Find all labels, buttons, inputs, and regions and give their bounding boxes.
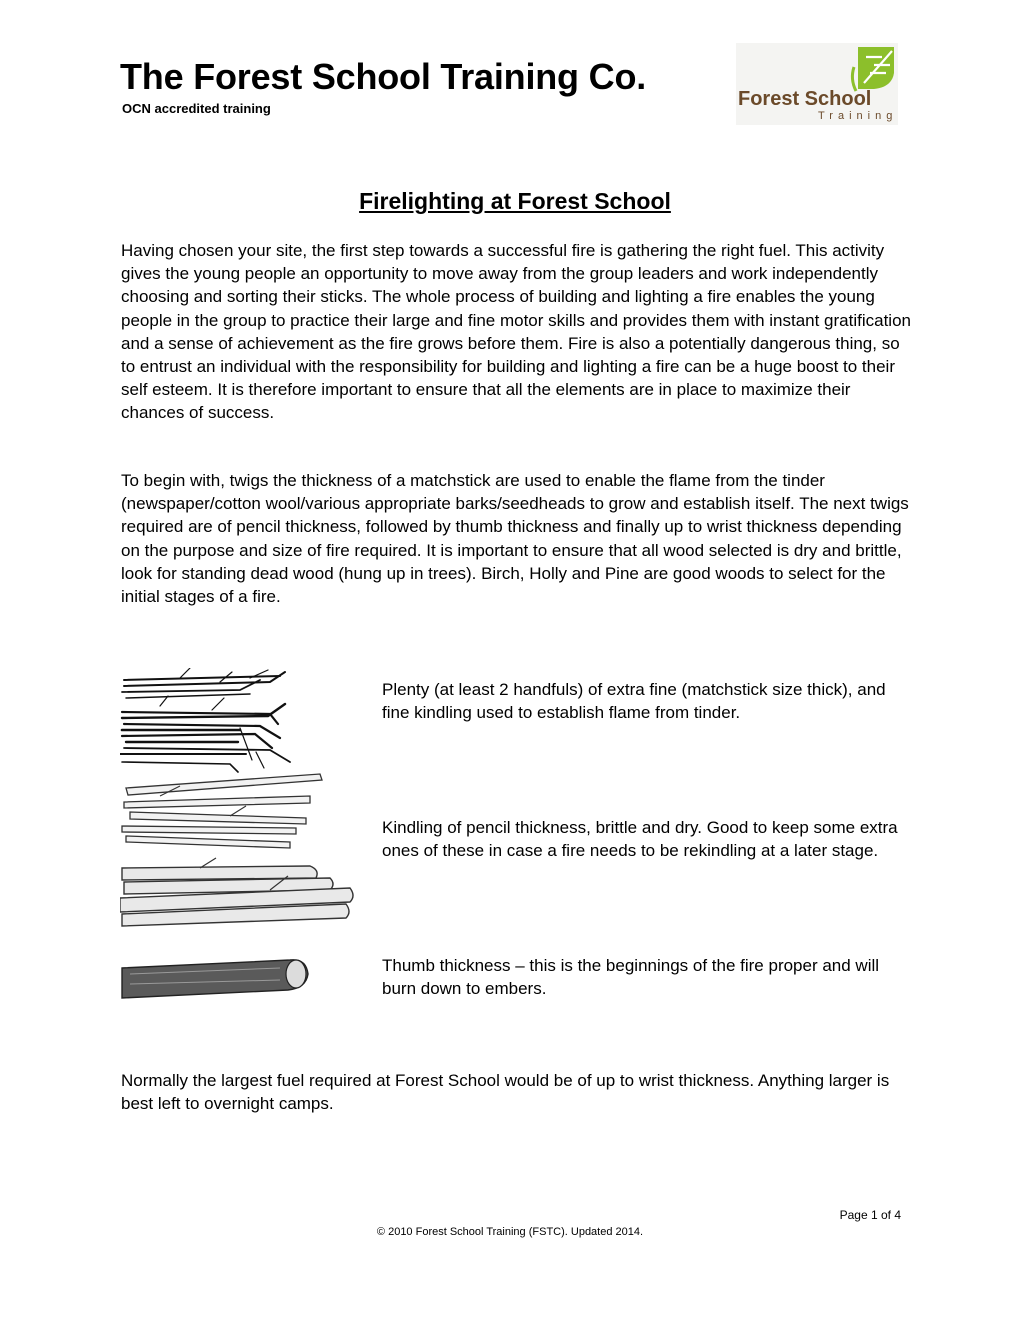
logo-tagline: Training [818,110,898,122]
matchstick-twigs-illustration [120,668,290,772]
logo-wordmark: Forest School [738,88,872,110]
page-number: Page 1 of 4 [839,1208,901,1222]
thick-log-illustration [122,960,308,998]
org-title: The Forest School Training Co. [120,56,647,97]
thumb-branches-illustration [120,858,353,926]
org-subtitle: OCN accredited training [122,101,271,116]
copyright-notice: © 2010 Forest School Training (FSTC). Updated 2014. [376,1226,644,1238]
closing-paragraph: Normally the largest fuel required at Forest School would be of up to wrist thickness. Anything larger is best left to overnight camps. [121,1071,890,1114]
forest-school-logo [736,43,898,125]
fuel-description-thumb: Thumb thickness – this is the beginnings of the fire proper and will burn down to embers. [382,956,880,999]
fuel-description-pencil: Kindling of pencil thickness, brittle and dry. Good to keep some extra ones of these in case a fire needs to be rekindling at a later stage. [382,818,898,861]
fuel-paragraph: To begin with, twigs the thickness of a matchstick are used to enable the flame from the tinder (newspaper/cotton wool/various appropriate barks/seedheads to grow and establish itself. The next twigs required are of pencil thickness, followed by thumb thickness and finally up to wrist thickness depending on the purpose and size of fire required. It is important to ensure that all wood selected is dry and brittle, look for standing dead wood (hung up in trees). Birch, Holly and Pine are good woods to select for the initial stages of a fire. [121,471,909,607]
fuel-description-matchstick: Plenty (at least 2 handfuls) of extra fine (matchstick size thick), and fine kindling used to establish flame from tinder. [382,680,886,723]
document-title: Firelighting at Forest School [359,188,671,214]
intro-paragraph: Having chosen your site, the first step towards a successful fire is gathering the right fuel. This activity gives the young people an opportunity to move away from the group leaders and work independently choosing and sorting their sticks. The whole process of building and lighting a fire enables the young people in the group to practice their large and fine motor skills and provides them with instant gratification and a sense of achievement as the fire grows before them. Fire is also a potentially dangerous thing, so to entrust an individual with the responsibility for building and lighting a fire can be a huge boost to their self esteem. It is therefore important to ensure that all the elements are in place to maximize their chances of success. [121,241,911,423]
pencil-kindling-illustration [122,774,322,848]
stick-illustrations [120,668,360,1008]
